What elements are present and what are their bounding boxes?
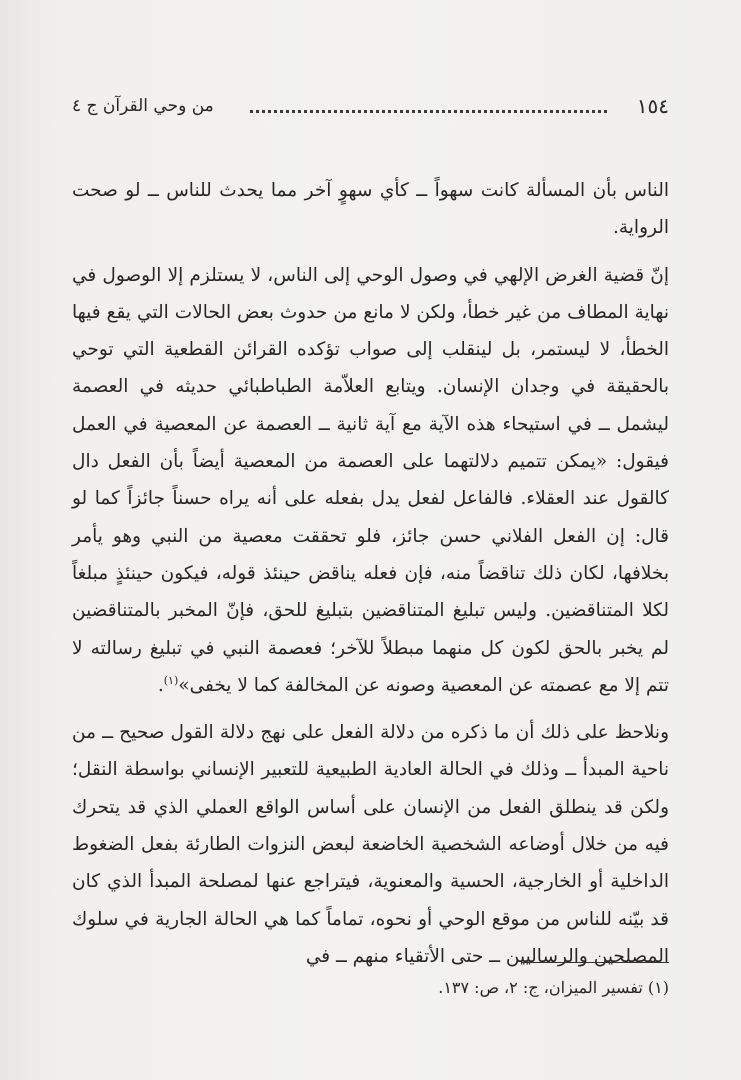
paragraph-2: إنّ قضية الغرض الإلهي في وصول الوحي إلى الناس، لا يستلزم إلا الوصول في نهاية المطاف من غير خطأ، ولكن لا مانع من حدوث بعض الحالات التي يقع فيها الخطأ، لا ليستمر، بل لينقلب إلى صواب تؤكده القرائن القطعية التي توحي بالحقيقة في وجدان الإنسان. ويتابع العلاّمة الطباطبائي حديثه في العصمة ليشمل ــ في استيحاء هذه الآية مع آية ثانية ــ العصمة عن المعصية في العمل فيقول: «يمكن تتميم دلالتهما على العصمة من المعصية أيضاً بأن الفعل دال كالقول عند العقلاء. فالفاعل لفعل يدل بفعله على أنه يراه حسناً جائزاً كما لو قال: إن الفعل الفلاني حسن جائز، فلو تحققت معصية من النبي وهو يأمر بخلافها، لكان ذلك تناقضاً منه، فإن فعله يناقض حينئذ قوله، فيكون حينئذٍ مبلغاً لكلا المتناقضين. وليس تبليغ المتناقضين بتبليغ للحق، فإنّ المخبر بالمتناقضين لم يخبر بالحق لكون كل منهما مبطلاً للآخر؛ فعصمة النبي في تبليغ رسالته لا تتم إلا مع عصمته عن المعصية وصونه عن المخالفة كما لا يخفى»$^{(١)}$.	[72, 264, 669, 696]
paragraph-3: ونلاحظ على ذلك أن ما ذكره من دلالة الفعل على نهج دلالة القول صحيح ــ من ناحية المبدأ ــ وذلك في الحالة العادية الطبيعية للتعبير الإنساني بواسطة النقل؛ ولكن قد ينطلق الفعل من الإنسان على أساس الواقع العملي الذي قد يتحرك فيه من خلال أوضاعه الشخصية الخاضعة لبعض النزوات الطارئة بفعل الضغوط الداخلية أو الخارجية، الحسية والمعنوية، فيتراجع عنها لمصلحة المبدأ الذي كان قد بيّنه للناس من موقع الوحي أو نحوه، تماماً كما هي الحالة الجارية في سلوك المصلحين والرساليين ــ حتى الأتقياء منهم ــ في	[72, 722, 669, 967]
footnote-reference: (١)	[163, 673, 179, 687]
header-leader-dots	[250, 110, 607, 113]
footnote-divider	[521, 962, 669, 963]
page-number: ١٥٤	[636, 94, 669, 118]
paragraph-1: الناس بأن المسألة كانت سهواً ــ كأي سهوٍ آخر مما يحدث للناس ــ لو صحت الرواية.	[72, 180, 669, 239]
main-text	[72, 172, 669, 985]
running-title: من وحي القرآن ج ٤	[72, 96, 214, 116]
footnote-text: تفسير الميزان، ج: ٢، ص: ١٣٧.	[438, 978, 643, 997]
footnote	[72, 976, 669, 1000]
paragraph-2-text: إنّ قضية الغرض الإلهي في وصول الوحي إلى الناس، لا يستلزم إلا الوصول في نهاية المطاف من غير خطأ، ولكن لا مانع من حدوث بعض الحالات التي يقع فيها الخطأ، لا ليستمر، بل لينقلب إلى صواب تؤكده القرائن القطعية التي توحي بالحقيقة في وجدان الإنسان. ويتابع العلاّمة الطباطبائي حديثه في العصمة ليشمل ــ في استيحاء هذه الآية مع آية ثانية ــ العصمة عن المعصية في العمل فيقول: «يمكن تتميم دلالتهما على العصمة من المعصية أيضاً بأن الفعل دال كالقول عند العقلاء. فالفاعل لفعل يدل بفعله على أنه يراه حسناً جائزاً كما لو قال: إن الفعل الفلاني حسن جائز، فلو تحققت معصية من النبي وهو يأمر بخلافها، لكان ذلك تناقضاً منه، فإن فعله يناقض حينئذ قوله، فيكون حينئذٍ مبلغاً لكلا المتناقضين. وليس تبليغ المتناقضين بتبليغ للحق، فإنّ المخبر بالمتناقضين لم يخبر بالحق لكون كل منهما مبطلاً للآخر؛ فعصمة النبي في تبليغ رسالته لا تتم إلا مع عصمته عن المعصية وصونه عن المخالفة كما لا يخفى»	[72, 264, 669, 696]
running-header	[72, 90, 669, 126]
footnote-marker: (١)	[647, 978, 669, 997]
